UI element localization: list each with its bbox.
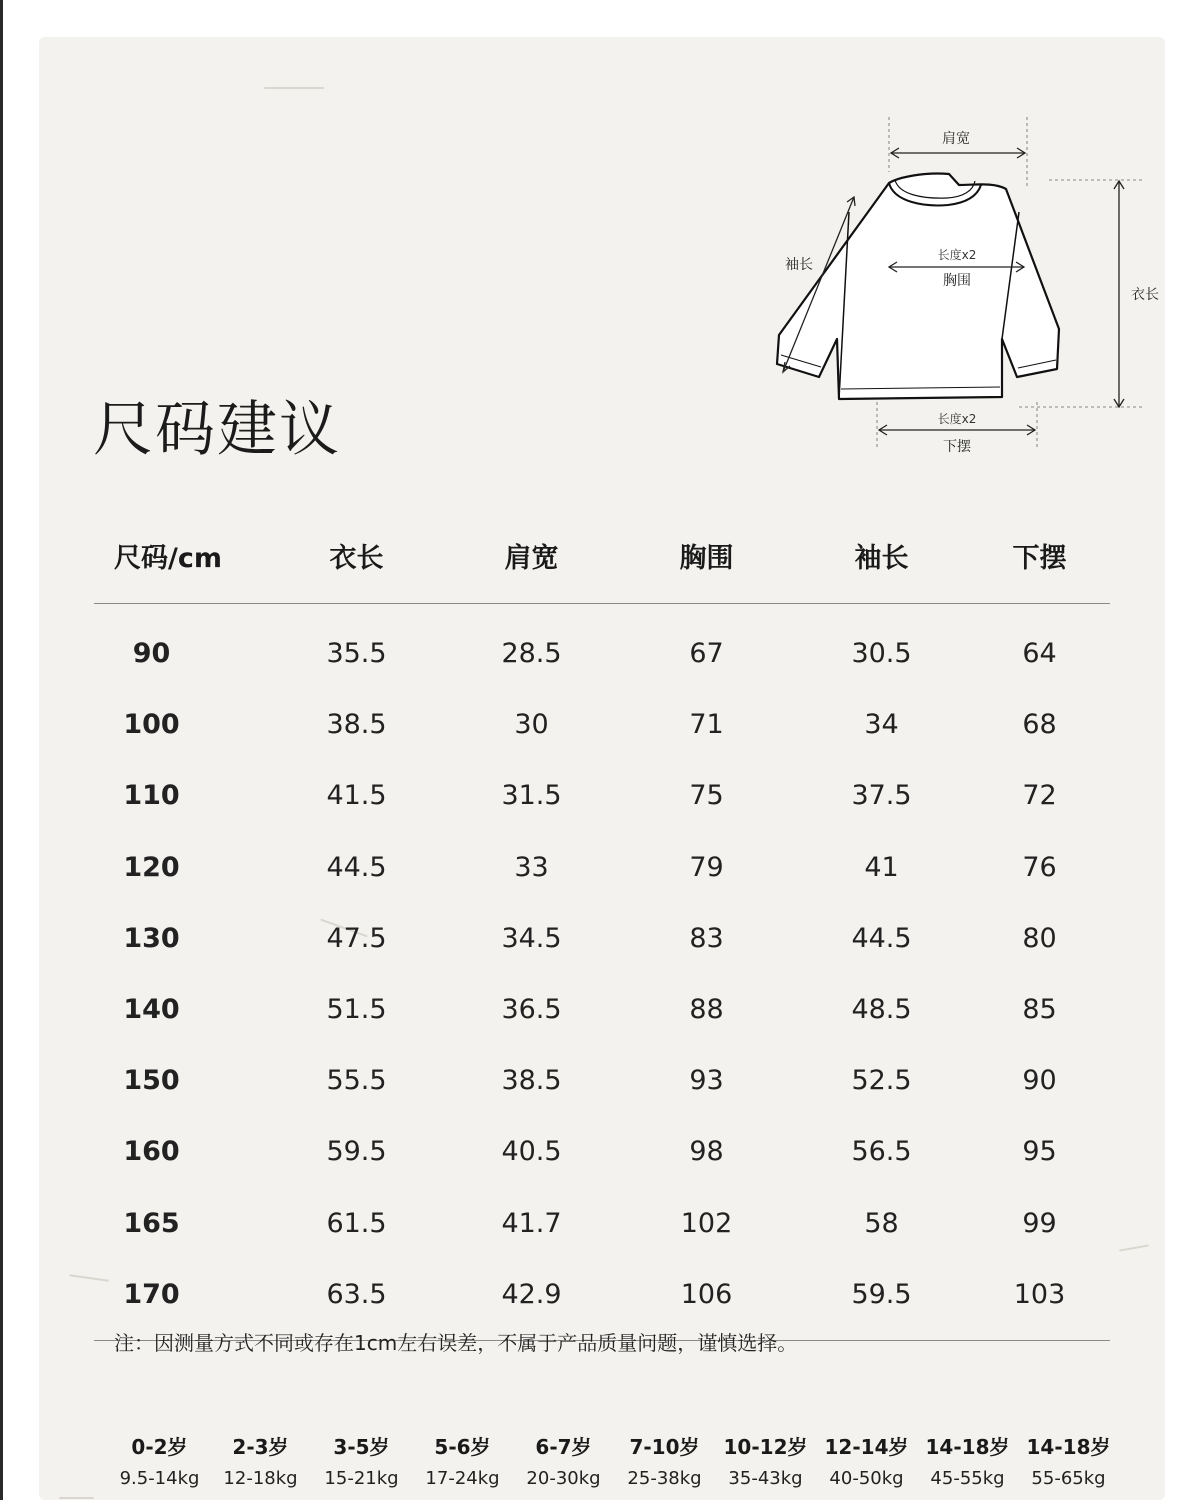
chest-cell: 93 — [689, 1065, 724, 1097]
table-header-row — [94, 507, 1110, 604]
hem-cell: 72 — [1022, 780, 1057, 812]
table-row — [94, 974, 1110, 1045]
weight-range: 12-18kg — [223, 1468, 298, 1489]
sleeve-cell: 48.5 — [851, 994, 912, 1026]
table-row — [94, 760, 1110, 831]
length-cell: 61.5 — [326, 1207, 387, 1239]
age-column — [614, 1432, 715, 1496]
weight-range: 25-38kg — [627, 1468, 702, 1489]
sleeve-label: 袖长 — [785, 257, 813, 273]
age-column — [715, 1432, 816, 1496]
chest-label: 胸围 — [943, 273, 971, 289]
length-label: 衣长 — [1131, 287, 1159, 303]
length-cell: 38.5 — [326, 709, 387, 741]
column-header-chest: 胸围 — [619, 507, 794, 604]
length-cell: 44.5 — [326, 851, 387, 883]
age-column — [1018, 1432, 1119, 1496]
weight-range: 15-21kg — [324, 1468, 399, 1489]
age-label: 3-5岁 — [333, 1435, 390, 1459]
age-label: 7-10岁 — [629, 1435, 700, 1459]
hem-cell: 85 — [1022, 994, 1057, 1026]
weight-range: 40-50kg — [829, 1468, 904, 1489]
size-guide-card — [39, 37, 1165, 1500]
table-row — [94, 903, 1110, 974]
sleeve-cell: 58 — [864, 1207, 899, 1239]
hem-cell: 68 — [1022, 709, 1057, 741]
hem-cell: 76 — [1022, 851, 1057, 883]
shoulder-cell: 42.9 — [444, 1259, 619, 1341]
size-cell: 170 — [94, 1259, 269, 1341]
size-cell: 160 — [123, 1136, 180, 1168]
column-header-length: 衣长 — [269, 507, 444, 604]
age-label: 6-7岁 — [535, 1435, 592, 1459]
age-column — [917, 1432, 1018, 1496]
column-header-shoulder: 肩宽 — [444, 507, 619, 604]
measurement-note: 注：因测量方式不同或存在1cm左右误差，不属于产品质量问题，谨慎选择。 — [114, 1331, 798, 1355]
weight-range: 55-65kg — [1031, 1468, 1106, 1489]
hem-label: 下摆 — [943, 439, 971, 455]
shoulder-cell: 31.5 — [501, 780, 562, 812]
shoulder-label: 肩宽 — [942, 131, 970, 147]
shoulder-cell: 40.5 — [501, 1136, 562, 1168]
hem-cell: 64 — [1022, 638, 1057, 670]
weight-range: 45-55kg — [930, 1468, 1005, 1489]
length-cell: 47.5 — [326, 922, 387, 954]
chest-cell: 71 — [689, 709, 724, 741]
age-label: 2-3岁 — [232, 1435, 289, 1459]
chest-cell: 75 — [689, 780, 724, 812]
shirt-body — [777, 174, 1059, 399]
table-row — [94, 832, 1110, 903]
shoulder-cell: 41.7 — [501, 1207, 562, 1239]
age-label: 10-12岁 — [723, 1435, 808, 1459]
shoulder-cell: 28.5 — [501, 638, 562, 670]
age-column — [210, 1432, 311, 1496]
table-row — [94, 1188, 1110, 1259]
size-cell: 150 — [123, 1065, 180, 1097]
hem-cell: 90 — [1022, 1065, 1057, 1097]
length-cell: 59.5 — [326, 1136, 387, 1168]
weight-range: 35-43kg — [728, 1468, 803, 1489]
size-cell: 140 — [123, 994, 180, 1026]
weight-range: 20-30kg — [526, 1468, 601, 1489]
length-cell: 41.5 — [326, 780, 387, 812]
paper-fiber — [264, 87, 324, 89]
column-header-size: 尺码/cm — [94, 507, 269, 604]
size-cell: 120 — [123, 851, 180, 883]
shoulder-cell: 38.5 — [501, 1065, 562, 1097]
hem-cell: 95 — [1022, 1136, 1057, 1168]
age-column — [109, 1432, 210, 1496]
sleeve-cell: 41 — [864, 851, 899, 883]
hem-cell: 99 — [1022, 1207, 1057, 1239]
chest-cell: 106 — [619, 1259, 794, 1341]
table-row — [94, 604, 1110, 690]
size-cell: 110 — [123, 780, 180, 812]
page-title: 尺码建议 — [93, 395, 341, 465]
chest-cell: 98 — [689, 1136, 724, 1168]
size-cell: 100 — [123, 709, 180, 741]
weight-range: 17-24kg — [425, 1468, 500, 1489]
chest-cell: 83 — [689, 922, 724, 954]
age-column — [311, 1432, 412, 1496]
sleeve-cell: 34 — [864, 709, 899, 741]
hem-cell: 103 — [969, 1259, 1110, 1341]
table-row — [94, 1116, 1110, 1187]
column-header-sleeve: 袖长 — [794, 507, 969, 604]
size-cell: 90 — [132, 638, 171, 670]
age-column — [412, 1432, 513, 1496]
page-left-edge — [0, 0, 3, 1500]
age-label: 5-6岁 — [434, 1435, 491, 1459]
age-column — [513, 1432, 614, 1496]
weight-range: 9.5-14kg — [119, 1468, 200, 1489]
sleeve-cell: 37.5 — [851, 780, 912, 812]
sleeve-cell: 44.5 — [851, 922, 912, 954]
sleeve-cell: 52.5 — [851, 1065, 912, 1097]
length-cell: 35.5 — [326, 638, 387, 670]
age-label: 0-2岁 — [131, 1435, 188, 1459]
chest-note: 长度x2 — [937, 248, 977, 262]
size-cell: 130 — [123, 922, 180, 954]
age-label: 12-14岁 — [824, 1435, 909, 1459]
chest-cell: 102 — [680, 1207, 733, 1239]
shoulder-cell: 33 — [514, 851, 549, 883]
size-cell: 165 — [123, 1207, 180, 1239]
sleeve-cell: 59.5 — [794, 1259, 969, 1341]
length-cell: 63.5 — [269, 1259, 444, 1341]
chest-cell: 67 — [689, 638, 724, 670]
garment-measure-diagram — [719, 77, 1159, 467]
hem-note: 长度x2 — [937, 412, 977, 426]
age-label: 14-18岁 — [1026, 1435, 1111, 1459]
hem-cell: 80 — [1022, 922, 1057, 954]
shoulder-cell: 30 — [514, 709, 549, 741]
table-row — [94, 689, 1110, 760]
age-column — [816, 1432, 917, 1496]
age-weight-reference — [109, 1432, 1119, 1496]
paper-fiber — [1119, 1244, 1149, 1251]
paper-fiber — [59, 1497, 94, 1499]
sleeve-cell: 56.5 — [851, 1136, 912, 1168]
length-cell: 55.5 — [326, 1065, 387, 1097]
shoulder-cell: 34.5 — [501, 922, 562, 954]
shoulder-cell: 36.5 — [501, 994, 562, 1026]
sleeve-cell: 30.5 — [851, 638, 912, 670]
table-row — [94, 1045, 1110, 1116]
column-header-hem: 下摆 — [969, 507, 1110, 604]
size-table — [94, 507, 1110, 1341]
tshirt-diagram — [719, 77, 1159, 467]
length-cell: 51.5 — [326, 994, 387, 1026]
chest-cell: 79 — [689, 851, 724, 883]
chest-cell: 88 — [689, 994, 724, 1026]
age-label: 14-18岁 — [925, 1435, 1010, 1459]
